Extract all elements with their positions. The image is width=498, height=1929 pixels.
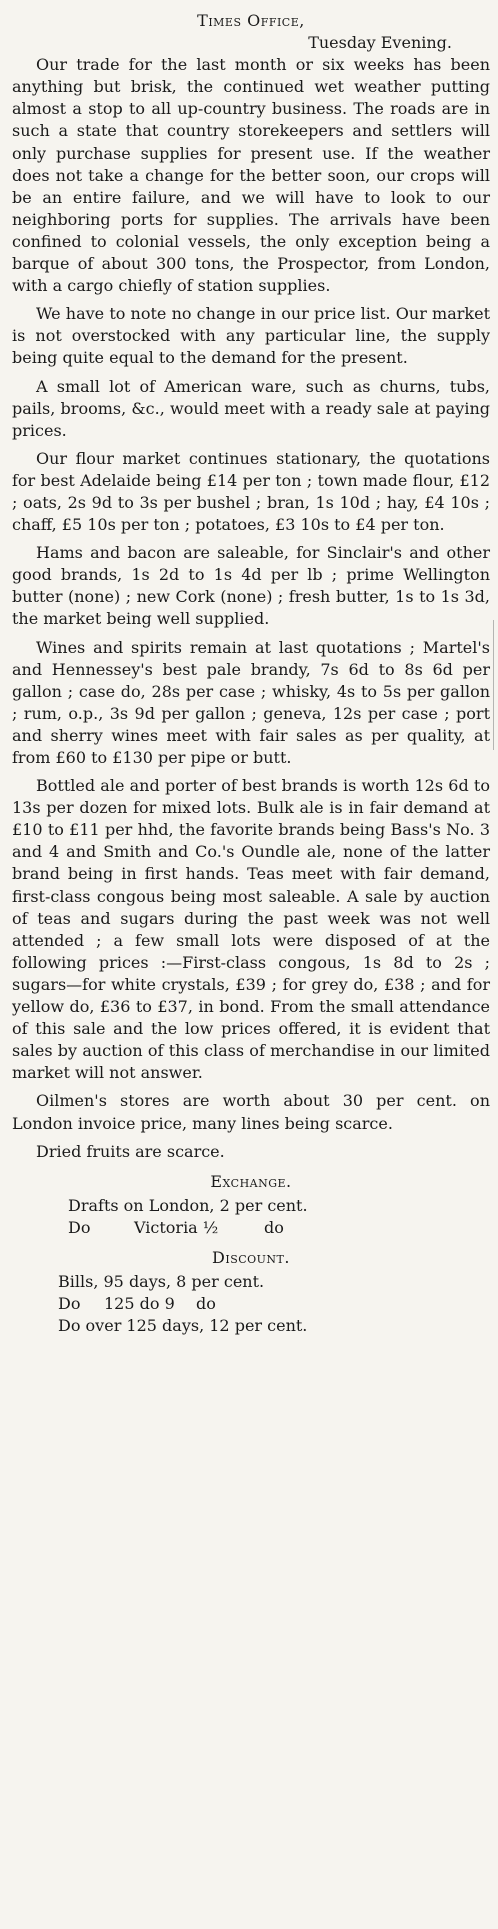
exchange-row-text: Drafts on London, 2 per cent. bbox=[68, 1195, 308, 1215]
paragraph-wines-spirits: Wines and spirits remain at last quotations ; Martel's and Hennessey's best pale brandy, 7s 6d to 8s 6d per gallon ; case do, 28s per case ; whisky, 4s to 5s per gallon ; rum, o.p., 3s 9d per gallon ; geneva, 12s per case ; port and sherry wines meet with fair sales as per quality, at from £60 to £130 per pipe or butt. bbox=[12, 637, 490, 767]
exchange-row-ditto: do bbox=[264, 1217, 284, 1237]
discount-row bbox=[12, 1315, 490, 1337]
paragraph-dried-fruits: Dried fruits are scarce. bbox=[36, 1141, 225, 1161]
paragraph-hams-bacon: Hams and bacon are saleable, for Sinclair's and other good brands, 1s 2d to 1s 4d per lb ; prime Wellington butter (none) ; new Cork (none) ; fresh butter, 1s to 1s 3d, the market being well supplied. bbox=[12, 543, 490, 629]
discount-row-label: Do bbox=[58, 1294, 81, 1314]
discount-row-text: Do over 125 days, 12 per cent. bbox=[58, 1316, 308, 1336]
discount-heading: Discount. bbox=[212, 1247, 290, 1267]
column-rule bbox=[493, 620, 494, 750]
paragraph-american-ware: A small lot of American ware, such as churns, tubs, pails, brooms, &c., would meet with a ready sale at paying prices. bbox=[12, 376, 490, 440]
exchange-row-rate: Victoria ½ bbox=[134, 1217, 219, 1237]
discount-row bbox=[12, 1271, 490, 1293]
article-column bbox=[12, 4, 490, 1337]
exchange-row bbox=[12, 1195, 490, 1217]
evening-heading: Tuesday Evening. bbox=[308, 33, 452, 53]
paragraph-price-list: We have to note no change in our price list. Our market is not overstocked with any particular line, the supply being quite equal to the demand for the present. bbox=[12, 304, 490, 368]
exchange-heading: Exchange. bbox=[210, 1171, 292, 1191]
discount-row-ditto: do bbox=[196, 1294, 216, 1314]
paragraph-flour-market: Our flour market continues stationary, the quotations for best Adelaide being £14 per ton ; town made flour, £12 ; oats, 2s 9d to 3s per bushel ; bran, 1s 10d ; hay, £4 10s ; chaff, £5 10s per ton ; potatoes, £3 10s to £4 per ton. bbox=[12, 448, 490, 535]
exchange-row bbox=[12, 1217, 490, 1239]
paragraph-trade: Our trade for the last month or six weeks has been anything but brisk, the continued wet weather putting almost a stop to all up-country business. The roads are in such a state that country storekeepers and settlers will only purchase supplies for present use. If the weather does not take a change for the better soon, our crops will be an entire failure, and we will have to look to our neighboring ports for supplies. The arrivals have been confined to colonial vessels, the only exception being a barque of about 300 tons, the Prospector, from London, with a cargo chiefly of station supplies. bbox=[12, 55, 490, 296]
discount-row-rate: 125 do 9 bbox=[104, 1294, 175, 1314]
discount-row bbox=[12, 1293, 490, 1315]
discount-row-text: Bills, 95 days, 8 per cent. bbox=[58, 1272, 265, 1292]
office-heading: Times Office, bbox=[197, 11, 305, 30]
paragraph-oilmen-stores: Oilmen's stores are worth about 30 per cent. on London invoice price, many lines being scarce. bbox=[12, 1091, 490, 1133]
paragraph-ale-porter-teas: Bottled ale and porter of best brands is worth 12s 6d to 13s per dozen for mixed lots. Bulk ale is in fair demand at £10 to £11 per hhd, the favorite brands being Bass's No. 3 and 4 and Smith and Co.'s Oundle ale, none of the latter brand being in first hands. Teas meet with fair demand, first-class congous being most saleable. A sale by auction of teas and sugars during the past week was not well attended ; a few small lots were disposed of at the following prices :—First-class congous, 1s 8d to 2s ; sugars—for white crystals, £39 ; for grey do, £38 ; and for yellow do, £36 to £37, in bond. From the small attendance of this sale and the low prices offered, it is evident that sales by auction of this class of merchandise in our limited market will not answer. bbox=[12, 776, 490, 1083]
exchange-row-label: Do bbox=[68, 1217, 91, 1237]
